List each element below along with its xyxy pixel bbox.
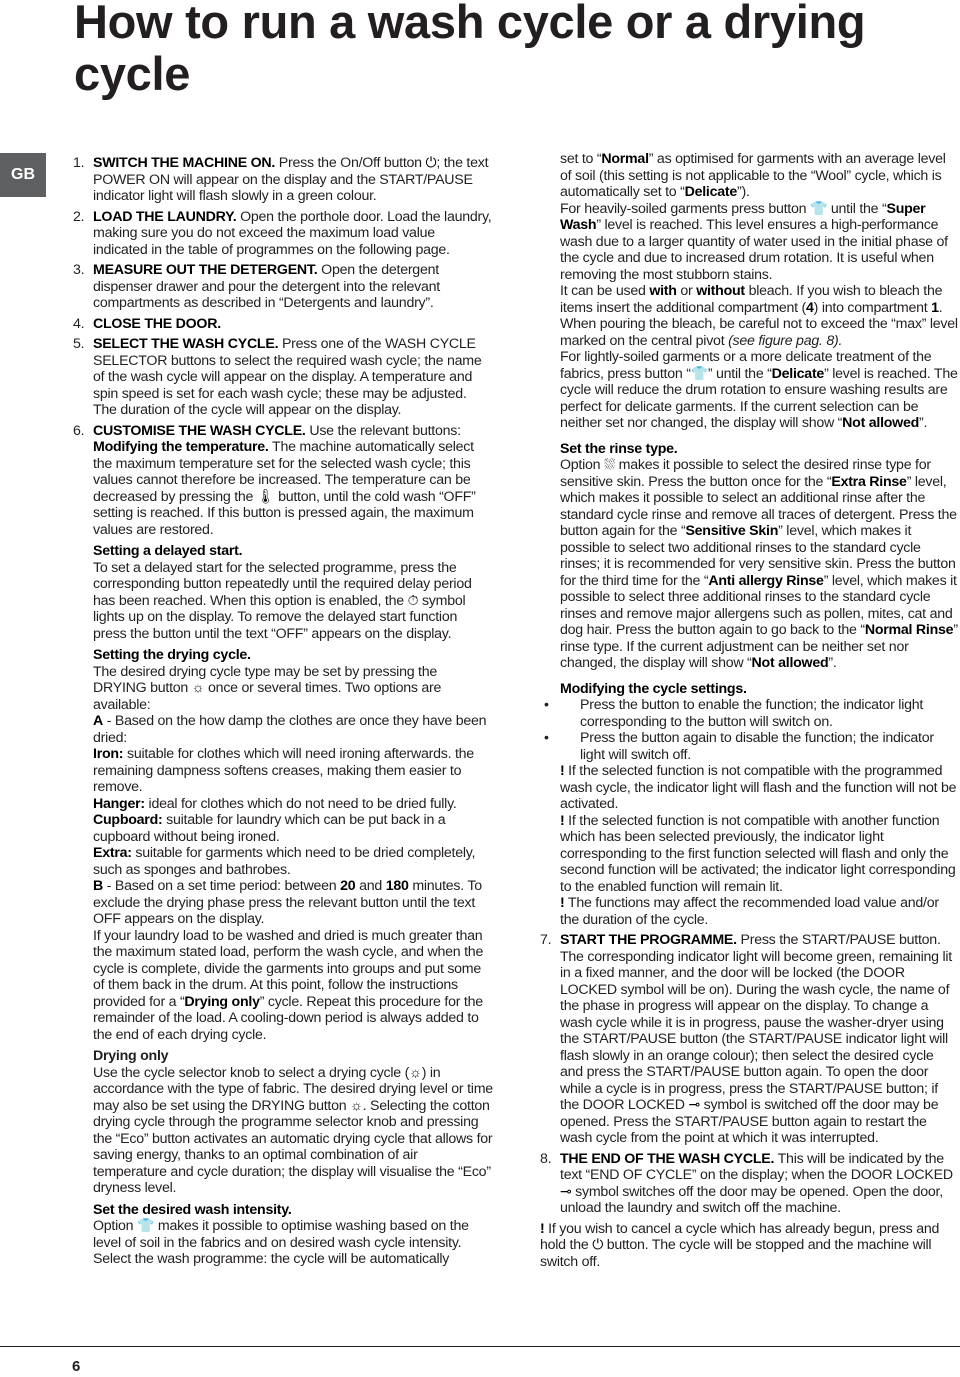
- bold-text: !: [560, 895, 565, 911]
- paragraph: [540, 283, 960, 349]
- text: ” level is reached. The cycle will reduce the drum rotation to ensure washing results are perfect for delicate garments. If the current selection can be neither set nor changed, the display will show “: [560, 365, 958, 431]
- bold-text: Iron:: [93, 746, 124, 762]
- text: ” level, which makes it possible to select an additional rinse after the standard cycle rinse and remove all traces of detergent. Press the button again for the “: [560, 473, 957, 539]
- text: This will be indicated by the text “END OF CYCLE” on the display; when the DOOR LOCKED: [560, 1150, 953, 1183]
- section-heading: [73, 1202, 493, 1219]
- text: To set a delayed start for the selected programme, press the corresponding button repeatedly until the required delay period has been reached. When this option is enabled, the: [93, 559, 472, 609]
- step-number: 1.: [73, 155, 85, 171]
- paragraph: [540, 895, 960, 928]
- text: For heavily-soiled garments press button: [560, 200, 810, 217]
- text: ) in accordance with the type of fabric. The desired drying level or time may also be set using the DRYING button: [93, 1064, 493, 1114]
- text: ; the text POWER ON will appear on the display and the START/PAUSE indicator light will flash slowly in a green colour.: [93, 155, 489, 204]
- dry-icon: ☼: [191, 679, 205, 695]
- bold-text: !: [560, 812, 565, 829]
- section-heading: [540, 441, 960, 458]
- bold-text: A: [93, 713, 103, 729]
- text: The functions may affect the recommended load value and/or the duration of the cycle.: [560, 895, 939, 928]
- text: symbol is switched off the door may be opened. Press the START/PAUSE button again to restart the wash cycle from the point at which it was interrupted.: [560, 1097, 939, 1146]
- bold-text: 1: [931, 299, 939, 316]
- bold-text: THE END OF THE WASH CYCLE.: [560, 1150, 775, 1167]
- numbered-step: [73, 209, 493, 259]
- text: makes it possible to select the desired rinse type for sensitive skin. Press the button once for the “: [560, 457, 931, 490]
- bold-text: Modifying the temperature.: [93, 439, 269, 455]
- numbered-step: [73, 262, 493, 312]
- section-heading: [73, 543, 493, 560]
- bold-text: B: [93, 878, 103, 894]
- step-number: 2.: [73, 208, 85, 225]
- text: ) into compartment: [813, 299, 932, 316]
- text: - Based on a set time period: between: [103, 878, 341, 894]
- bold-text: Set the rinse type.: [560, 440, 678, 457]
- text: It can be used: [560, 283, 650, 299]
- bold-text: LOAD THE LAUNDRY.: [93, 208, 237, 225]
- text: until the “: [827, 200, 887, 217]
- step-number: 3.: [73, 262, 85, 278]
- text: ” level, which makes it possible to select three additional rinses to the standard cycle rinses and remove major allergens such as pollen, mites, cat and dog hair. Press the button again to go back to the “: [560, 572, 957, 638]
- text: and: [355, 878, 386, 894]
- text: Option: [560, 457, 604, 473]
- step-number: •: [544, 730, 549, 746]
- numbered-step: [540, 932, 960, 1147]
- text: makes it possible to optimise washing based on the level of soil in the fabrics and on desired wash cycle intensity. Select the wash programme: the cycle will be automatically: [93, 1218, 469, 1267]
- text: set to “: [560, 151, 602, 167]
- bold-text: Extra Rinse: [831, 473, 907, 490]
- paragraph: [73, 439, 493, 538]
- paragraph: [73, 664, 493, 714]
- bold-text: START THE PROGRAMME.: [560, 932, 737, 948]
- lock-icon: ⊸: [688, 1096, 700, 1112]
- bold-text: CLOSE THE DOOR.: [93, 315, 221, 332]
- bold-text: Not allowed: [751, 655, 829, 671]
- text: Use the cycle selector knob to select a drying cycle (: [93, 1064, 410, 1081]
- paragraph: [540, 457, 960, 672]
- text: If you wish to cancel a cycle which has already begun, press and hold the: [540, 1220, 940, 1253]
- text: For lightly-soiled garments or a more delicate treatment of the fabrics, press button “: [560, 349, 932, 382]
- text: ” until the “: [707, 365, 772, 382]
- bold-text: SWITCH THE MACHINE ON.: [93, 155, 276, 171]
- text: ” level, which makes it possible to select two additional rinses to the standard cycle rinses; it is recommended for very sensitive skin. Press the button for the third time for the “: [560, 523, 956, 589]
- text: Press one of the WASH CYCLE SELECTOR buttons to select the required wash cycle; the name of the wash cycle will appear on the display. A temperature and spin speed is set for each wash cycle; these may be adjusted. The duration of the cycle will appear on the display.: [93, 336, 482, 418]
- text: The machine automatically select the maximum temperature set for the selected wash cycle; this values cannot therefore be increased. The temperature can be decreased by pressing the: [93, 439, 474, 505]
- bold-text: 20: [340, 878, 356, 894]
- bold-text: Set the desired wash intensity.: [93, 1201, 292, 1218]
- text: ”).: [737, 184, 750, 200]
- text: ” level is reached. This level ensures a high-performance wash due to a larger quantity of water used in the initial phase of the cycle and due to increased drum rotation. It is useful when removing the most stubborn stains.: [560, 217, 948, 283]
- intensity-icon: 👕: [137, 1217, 155, 1233]
- footer-divider: [0, 1346, 960, 1347]
- text: button, until the cold wash “OFF” setting is reached. If this button is pressed again, the maximum values are restored.: [93, 488, 476, 538]
- numbered-step: [73, 155, 493, 205]
- numbered-step: [73, 316, 493, 333]
- dry-icon: ☼: [350, 1096, 363, 1113]
- power-icon: ⏻: [425, 154, 437, 170]
- italic-text: (see figure pag. 8).: [728, 332, 843, 349]
- bold-text: Delicate: [684, 184, 738, 200]
- bold-text: Normal Rinse: [864, 622, 954, 638]
- text: Press the On/Off button: [275, 155, 426, 171]
- page-title: How to run a wash cycle or a drying cycle: [74, 0, 866, 100]
- text: suitable for garments which need to be dried completely, such as sponges and bathrobes.: [93, 845, 476, 878]
- bold-text: Anti allergy Rinse: [708, 572, 824, 589]
- text: . Selecting the cotton drying cycle through the programme selector knob and pressing the “Eco” button activates an automatic drying cycle that allows for saving energy, thanks to an optimal combination of air temperature and cycle duration; the display will visualise the “Eco” dryness level.: [93, 1097, 493, 1196]
- text: Open the detergent dispenser drawer and pour the detergent into the relevant compartments as described in “Detergents and laundry”.: [93, 262, 440, 311]
- bold-text: 4: [806, 299, 814, 316]
- text: suitable for laundry which can be put back in a cupboard without being ironed.: [93, 812, 446, 845]
- text: once or several times. Two options are available:: [93, 680, 442, 713]
- left-column: [73, 151, 493, 1268]
- bold-text: Sensitive Skin: [685, 523, 779, 539]
- paragraph: [540, 151, 960, 201]
- text: ”.: [919, 415, 928, 431]
- paragraph: [540, 349, 960, 432]
- text: suitable for clothes which will need ironing afterwards. the remaining dampness softens creases, making them easier to remove.: [93, 746, 474, 795]
- text: Drying only: [93, 1048, 169, 1064]
- text: symbol switches off the door may be opened. Open the door, unload the laundry and switch off the machine.: [560, 1183, 943, 1216]
- numbered-step: [540, 1151, 960, 1217]
- text: Press the button to enable the function; the indicator light corresponding to the button will switch on.: [580, 697, 924, 730]
- step-number: 7.: [540, 932, 552, 948]
- delay-icon: ⏱: [407, 591, 419, 608]
- text: Press the button again to disable the function; the indicator light will switch off.: [580, 730, 934, 763]
- paragraph: [73, 746, 493, 796]
- bold-text: 180: [385, 878, 409, 894]
- text: Option: [93, 1218, 137, 1234]
- text: ” cycle. Repeat this procedure for the remainder of the load. A cooling-down period is always added to the end of each drying cycle.: [93, 993, 483, 1043]
- step-number: 4.: [73, 315, 85, 332]
- paragraph: [540, 1221, 960, 1271]
- text: If your laundry load to be washed and dried is much greater than the maximum stated load, perform the wash cycle, and when the cycle is complete, divide the garments into groups and put some of them back in the drum. At this point, follow the instructions provided for a “: [93, 927, 484, 1010]
- text: The desired drying cycle type may be set by pressing the DRYING button: [93, 663, 438, 696]
- page-number: 6: [72, 1358, 81, 1375]
- text: symbol lights up on the display. To remove the delayed start function press the button until the text “OFF” appears on the display.: [93, 592, 466, 642]
- bullet-item: [540, 730, 960, 763]
- bold-text: Not allowed: [842, 415, 920, 431]
- right-column: [540, 151, 960, 1270]
- paragraph: [73, 928, 493, 1044]
- intensity-icon: 👕: [809, 199, 828, 216]
- step-number: 5.: [73, 336, 85, 352]
- bold-text: Delicate: [771, 365, 825, 382]
- paragraph: [73, 845, 493, 878]
- bullet-item: [540, 697, 960, 730]
- bold-text: !: [560, 763, 565, 779]
- paragraph: [73, 560, 493, 643]
- text: . When pouring the bleach, be careful not to exceed the “max” level marked on the central pivot: [560, 299, 958, 349]
- step-number: 8.: [540, 1150, 552, 1167]
- text: Open the porthole door. Load the laundry, making sure you do not exceed the maximum load value indicated in the table of programmes on the following page.: [93, 208, 492, 258]
- text: If the selected function is not compatible with the programmed wash cycle, the indicator light will flash and the function will not be activated.: [560, 763, 957, 812]
- step-number: •: [544, 697, 549, 713]
- rinse-icon: ⛆: [604, 456, 615, 472]
- bold-text: SELECT THE WASH CYCLE.: [93, 336, 279, 352]
- bold-text: Drying only: [184, 993, 260, 1010]
- paragraph: [540, 763, 960, 813]
- bold-text: Hanger:: [93, 795, 145, 812]
- bold-text: !: [540, 1220, 545, 1237]
- bold-text: Extra:: [93, 845, 132, 861]
- text: Press the START/PAUSE button. The corresponding indicator light will become green, remaining lit in a fixed manner, and the door will be locked (the DOOR LOCKED symbol will be on). During the wash cycle, the name of the phase in progress will appear on the display. To change a wash cycle while it is in progress, pause the washer-dryer using the START/PAUSE button (the START/PAUSE indicator light will flash slowly in an orange colour); then select the desired cycle and press the START/PAUSE button again. To open the door while a cycle is in progress, press the START/PAUSE button; if the DOOR LOCKED: [560, 932, 952, 1113]
- text: ” as optimised for garments with an average level of soil (this setting is not applicable to the “Wool” cycle, which is automatically set to “: [560, 151, 946, 200]
- text: button. The cycle will be stopped and the machine will switch off.: [540, 1237, 932, 1270]
- numbered-step: [73, 423, 493, 440]
- bold-text: Normal: [601, 151, 649, 167]
- numbered-step: [73, 336, 493, 419]
- paragraph: [73, 812, 493, 845]
- paragraph: [73, 1065, 493, 1197]
- bold-text: Cupboard:: [93, 812, 163, 828]
- text: If the selected function is not compatible with another function which has been selected previously, the indicator light corresponding to the first function selected will flash and only the second function will be activated; the indicator light corresponding to the enabled function will remain lit.: [560, 812, 956, 895]
- lock-icon: ⊸: [560, 1182, 572, 1199]
- bold-text: Setting the drying cycle.: [93, 647, 251, 663]
- text: ”.: [828, 655, 837, 671]
- power-icon: ⏻: [592, 1236, 604, 1252]
- text: Use the relevant buttons:: [305, 422, 461, 439]
- text: - Based on the how damp the clothes are once they have been dried:: [93, 713, 487, 746]
- text: ideal for clothes which do not need to be dried fully.: [144, 795, 457, 812]
- bold-text: Setting a delayed start.: [93, 543, 243, 559]
- bold-text: Super Wash: [560, 200, 926, 233]
- text: or: [676, 283, 697, 299]
- paragraph: [73, 796, 493, 813]
- text: bleach. If you wish to bleach the items insert the additional compartment (: [560, 283, 943, 316]
- bold-text: without: [696, 283, 745, 299]
- section-heading: [540, 681, 960, 698]
- language-tab: GB: [0, 153, 46, 197]
- section-heading: [73, 1048, 493, 1065]
- paragraph: [73, 878, 493, 928]
- bold-text: MEASURE OUT THE DETERGENT.: [93, 262, 318, 278]
- text: minutes. To exclude the drying phase press the relevant button until the text OFF appears on the display.: [93, 878, 482, 927]
- dry-icon: ☼: [409, 1063, 422, 1080]
- step-number: 6.: [73, 422, 85, 439]
- bold-text: with: [649, 283, 677, 299]
- paragraph: [540, 201, 960, 284]
- temp-icon: 🌡: [256, 487, 275, 504]
- bold-text: Modifying the cycle settings.: [560, 680, 747, 697]
- text: ” rinse type. If the current adjustment can be neither set nor changed, the display will show “: [560, 622, 958, 671]
- paragraph: [73, 713, 493, 746]
- bold-text: CUSTOMISE THE WASH CYCLE.: [93, 422, 306, 439]
- section-heading: [73, 647, 493, 664]
- intensity-icon: 👕: [690, 364, 708, 381]
- paragraph: [540, 813, 960, 896]
- paragraph: [73, 1218, 493, 1268]
